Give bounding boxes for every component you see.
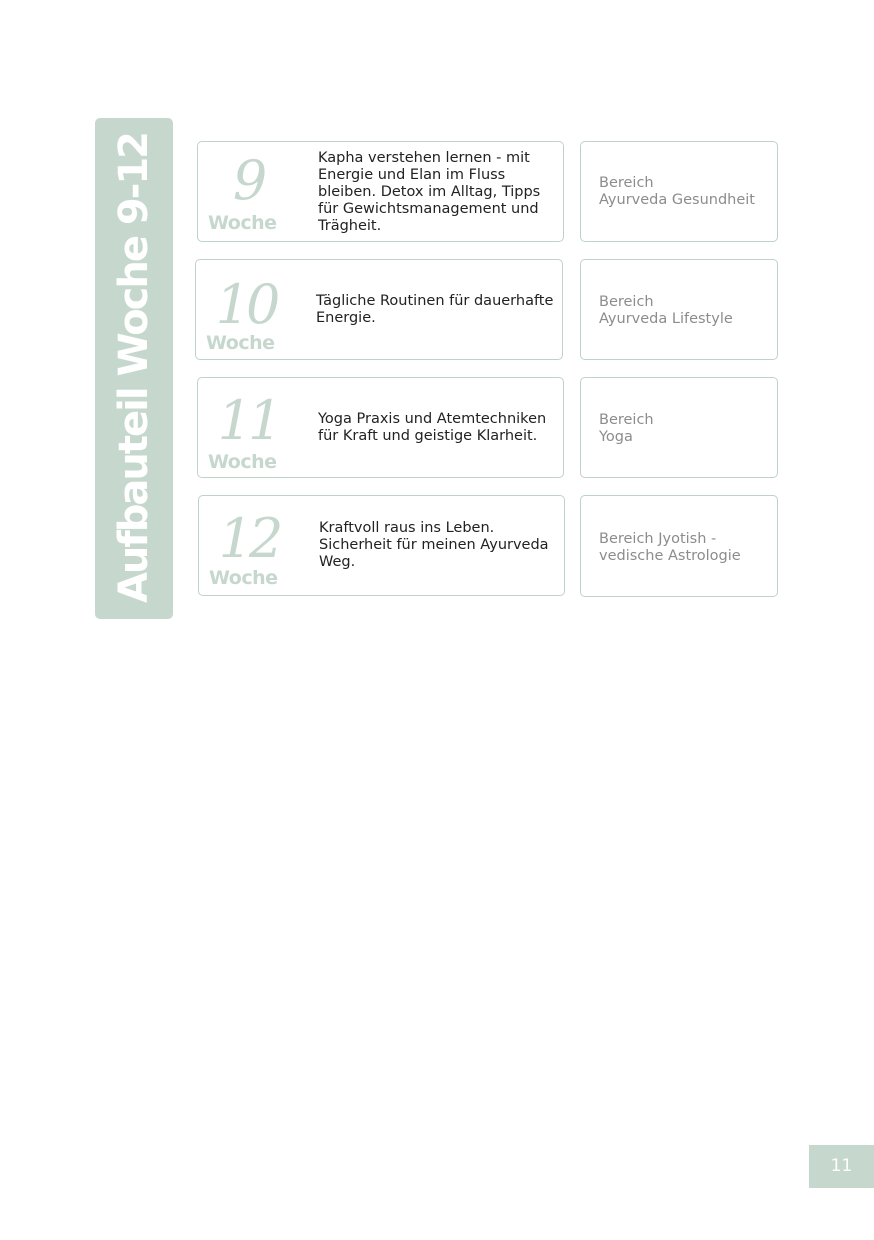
area-text bbox=[599, 412, 769, 446]
week-number: 12 bbox=[218, 507, 280, 570]
area-name: vedische Astrologie bbox=[599, 548, 741, 564]
week-description: Kapha verstehen lernen - mit Energie und Elan im Fluss bleiben. Detox im Alltag, Tipps für Gewichtsmanagement und Trägheit. bbox=[318, 150, 541, 234]
page-number: 11 bbox=[809, 1145, 874, 1188]
area-line: Bereich bbox=[599, 294, 654, 310]
week-number: 10 bbox=[215, 273, 277, 336]
area-line: Bereich bbox=[599, 412, 654, 428]
area-name: Yoga bbox=[599, 429, 633, 445]
area-line: Bereich bbox=[599, 175, 654, 191]
area-card-11 bbox=[580, 377, 778, 478]
week-card-12 bbox=[198, 495, 565, 596]
week-card-9 bbox=[197, 141, 564, 242]
week-description: Kraftvoll raus ins Leben. Sicherheit für meinen Ayurveda Weg. bbox=[319, 520, 549, 570]
week-label: Woche bbox=[206, 332, 275, 354]
area-text bbox=[599, 175, 769, 209]
area-card-12 bbox=[580, 495, 778, 597]
section-sidebar bbox=[95, 118, 173, 619]
week-number: 9 bbox=[232, 149, 264, 212]
week-label: Woche bbox=[208, 451, 277, 473]
week-label: Woche bbox=[208, 212, 277, 234]
area-text bbox=[599, 531, 769, 565]
area-name: Ayurveda Lifestyle bbox=[599, 311, 733, 327]
week-card-11 bbox=[197, 377, 564, 478]
area-card-10 bbox=[580, 259, 778, 360]
week-description: Yoga Praxis und Atemtechniken für Kraft und geistige Klarheit. bbox=[318, 411, 547, 444]
area-text bbox=[599, 294, 769, 328]
area-line: Bereich Jyotish - bbox=[599, 531, 717, 547]
area-card-9 bbox=[580, 141, 778, 242]
week-card-10 bbox=[195, 259, 563, 360]
area-name: Ayurveda Gesundheit bbox=[599, 192, 755, 208]
section-title: Aufbauteil Woche 9-12 bbox=[111, 132, 157, 604]
week-description: Tägliche Routinen für dauerhafte Energie. bbox=[316, 293, 554, 326]
week-label: Woche bbox=[209, 567, 278, 589]
week-number: 11 bbox=[217, 389, 279, 452]
